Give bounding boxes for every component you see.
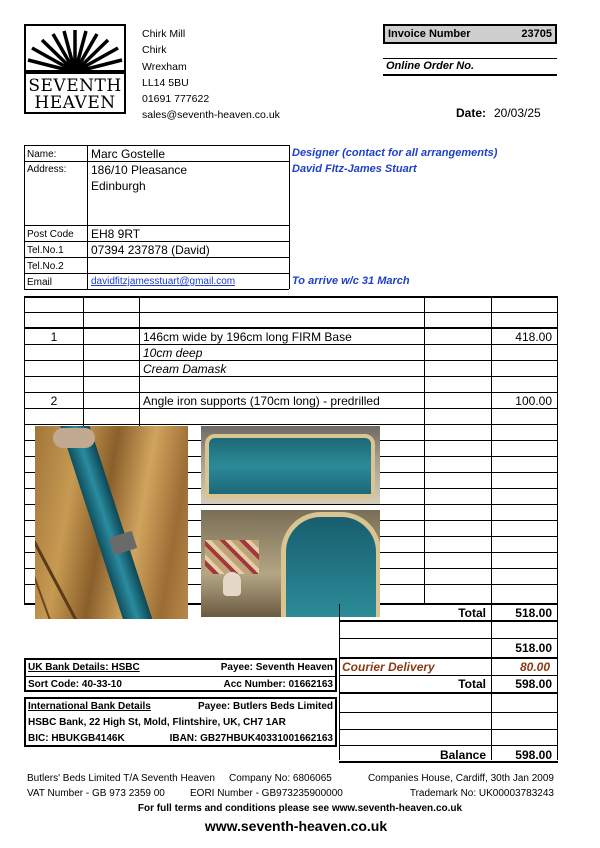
footer-terms: For full terms and conditions please see www.seventh-heaven.co.uk: [137, 803, 463, 814]
item-description: Angle iron supports (170cm long) - predrilled: [143, 394, 380, 408]
online-order-label: Online Order No.: [386, 60, 475, 72]
designer-name: David FItz-James Stuart: [292, 163, 417, 175]
company-logo: [24, 24, 126, 114]
subtotal-value: 518.00: [515, 641, 552, 655]
arrival-note: To arrive w/c 31 March: [292, 275, 410, 287]
customer-address-line1: 186/10 Pleasance: [91, 163, 188, 177]
postcode-label: Post Code: [27, 229, 74, 240]
intl-bank-details-box: [24, 697, 337, 747]
company-postcode: LL14 5BU: [142, 77, 189, 89]
uk-bank-payee: Payee: Seventh Heaven: [220, 662, 333, 673]
intl-bank-address: HSBC Bank, 22 High St, Mold, Flintshire, UK, CH7 1AR: [28, 717, 286, 728]
uk-bank-name: UK Bank Details: HSBC: [28, 662, 140, 673]
photo-bed-with-lamp: [201, 510, 380, 617]
footer-company-number: Company No: 6806065: [229, 773, 332, 784]
invoice-date: 20/03/25: [494, 106, 541, 120]
company-address-line: Chirk Mill: [142, 28, 186, 40]
uk-account-number: Acc Number: 01662163: [223, 679, 333, 690]
intl-bank-heading: International Bank Details: [28, 701, 151, 712]
item-description: 146cm wide by 196cm long FIRM Base: [143, 330, 352, 344]
photo-wooden-floor-bed-rail: [35, 426, 188, 619]
courier-delivery-value: 80.00: [519, 660, 550, 674]
courier-delivery-label: Courier Delivery: [342, 660, 435, 674]
total-label: Total: [458, 606, 486, 620]
item-price: 100.00: [515, 394, 552, 408]
invoice-number-box: [383, 24, 557, 44]
balance-label: Balance: [439, 748, 486, 762]
customer-tel1: 07394 237878 (David): [91, 243, 210, 257]
item-qty: 1: [50, 330, 58, 344]
item-price: 418.00: [515, 330, 552, 344]
customer-name: Marc Gostelle: [91, 147, 166, 161]
customer-address-line2: Edinburgh: [91, 179, 146, 193]
email-label: Email: [27, 277, 53, 288]
uk-sort-code: Sort Code: 40-33-10: [28, 679, 122, 690]
footer-website-link[interactable]: www.seventh-heaven.co.uk: [204, 818, 388, 834]
address-label: Address:: [27, 164, 67, 175]
intl-bic: BIC: HBUKGB4146K: [28, 733, 125, 744]
intl-bank-payee: Payee: Butlers Beds Limited: [197, 701, 333, 712]
online-order-box: [383, 58, 557, 76]
uk-bank-details-box: [24, 658, 337, 692]
footer-eori-number: EORI Number - GB973235900000: [190, 788, 343, 799]
company-phone: 01691 777622: [142, 93, 210, 105]
logo-text-line1: SEVENTH: [28, 76, 122, 96]
company-email[interactable]: sales@seventh-heaven.co.uk: [142, 109, 280, 121]
total-value: 518.00: [515, 606, 552, 620]
footer-trademark: Trademark No: UK00003783243: [409, 788, 554, 799]
item-qty: 2: [50, 394, 58, 408]
designer-heading: Designer (contact for all arrangements): [292, 147, 498, 159]
invoice-number-label: Invoice Number: [388, 28, 471, 40]
company-address-line: Chirk: [142, 44, 167, 56]
customer-email-link[interactable]: davidfitzjamesstuart@gmail.com: [91, 276, 236, 287]
tel2-label: Tel.No.2: [27, 261, 64, 272]
footer-companies-house: Companies House, Cardiff, 30th Jan 2009: [367, 773, 554, 784]
invoice-number: 23705: [521, 28, 552, 40]
footer-vat-number: VAT Number - GB 973 2359 00: [27, 788, 165, 799]
photo-teal-headboard: [201, 426, 380, 504]
name-label: Name:: [27, 149, 57, 160]
balance-value: 598.00: [515, 748, 552, 762]
total2-label: Total: [458, 677, 486, 691]
company-address-line: Wrexham: [142, 61, 187, 73]
footer-company-ta: Butlers' Beds Limited T/A Seventh Heaven: [27, 773, 215, 784]
item-description-detail: 10cm deep: [143, 346, 203, 360]
tel1-label: Tel.No.1: [27, 245, 64, 256]
logo-text-line2: HEAVEN: [34, 93, 116, 113]
item-description-detail: Cream Damask: [143, 362, 227, 376]
intl-iban: IBAN: GB27HBUK40331001662163: [169, 733, 333, 744]
customer-postcode: EH8 9RT: [91, 227, 141, 241]
total2-value: 598.00: [515, 677, 552, 691]
date-label: Date:: [456, 106, 487, 120]
sunburst-logo-icon: [26, 26, 124, 74]
